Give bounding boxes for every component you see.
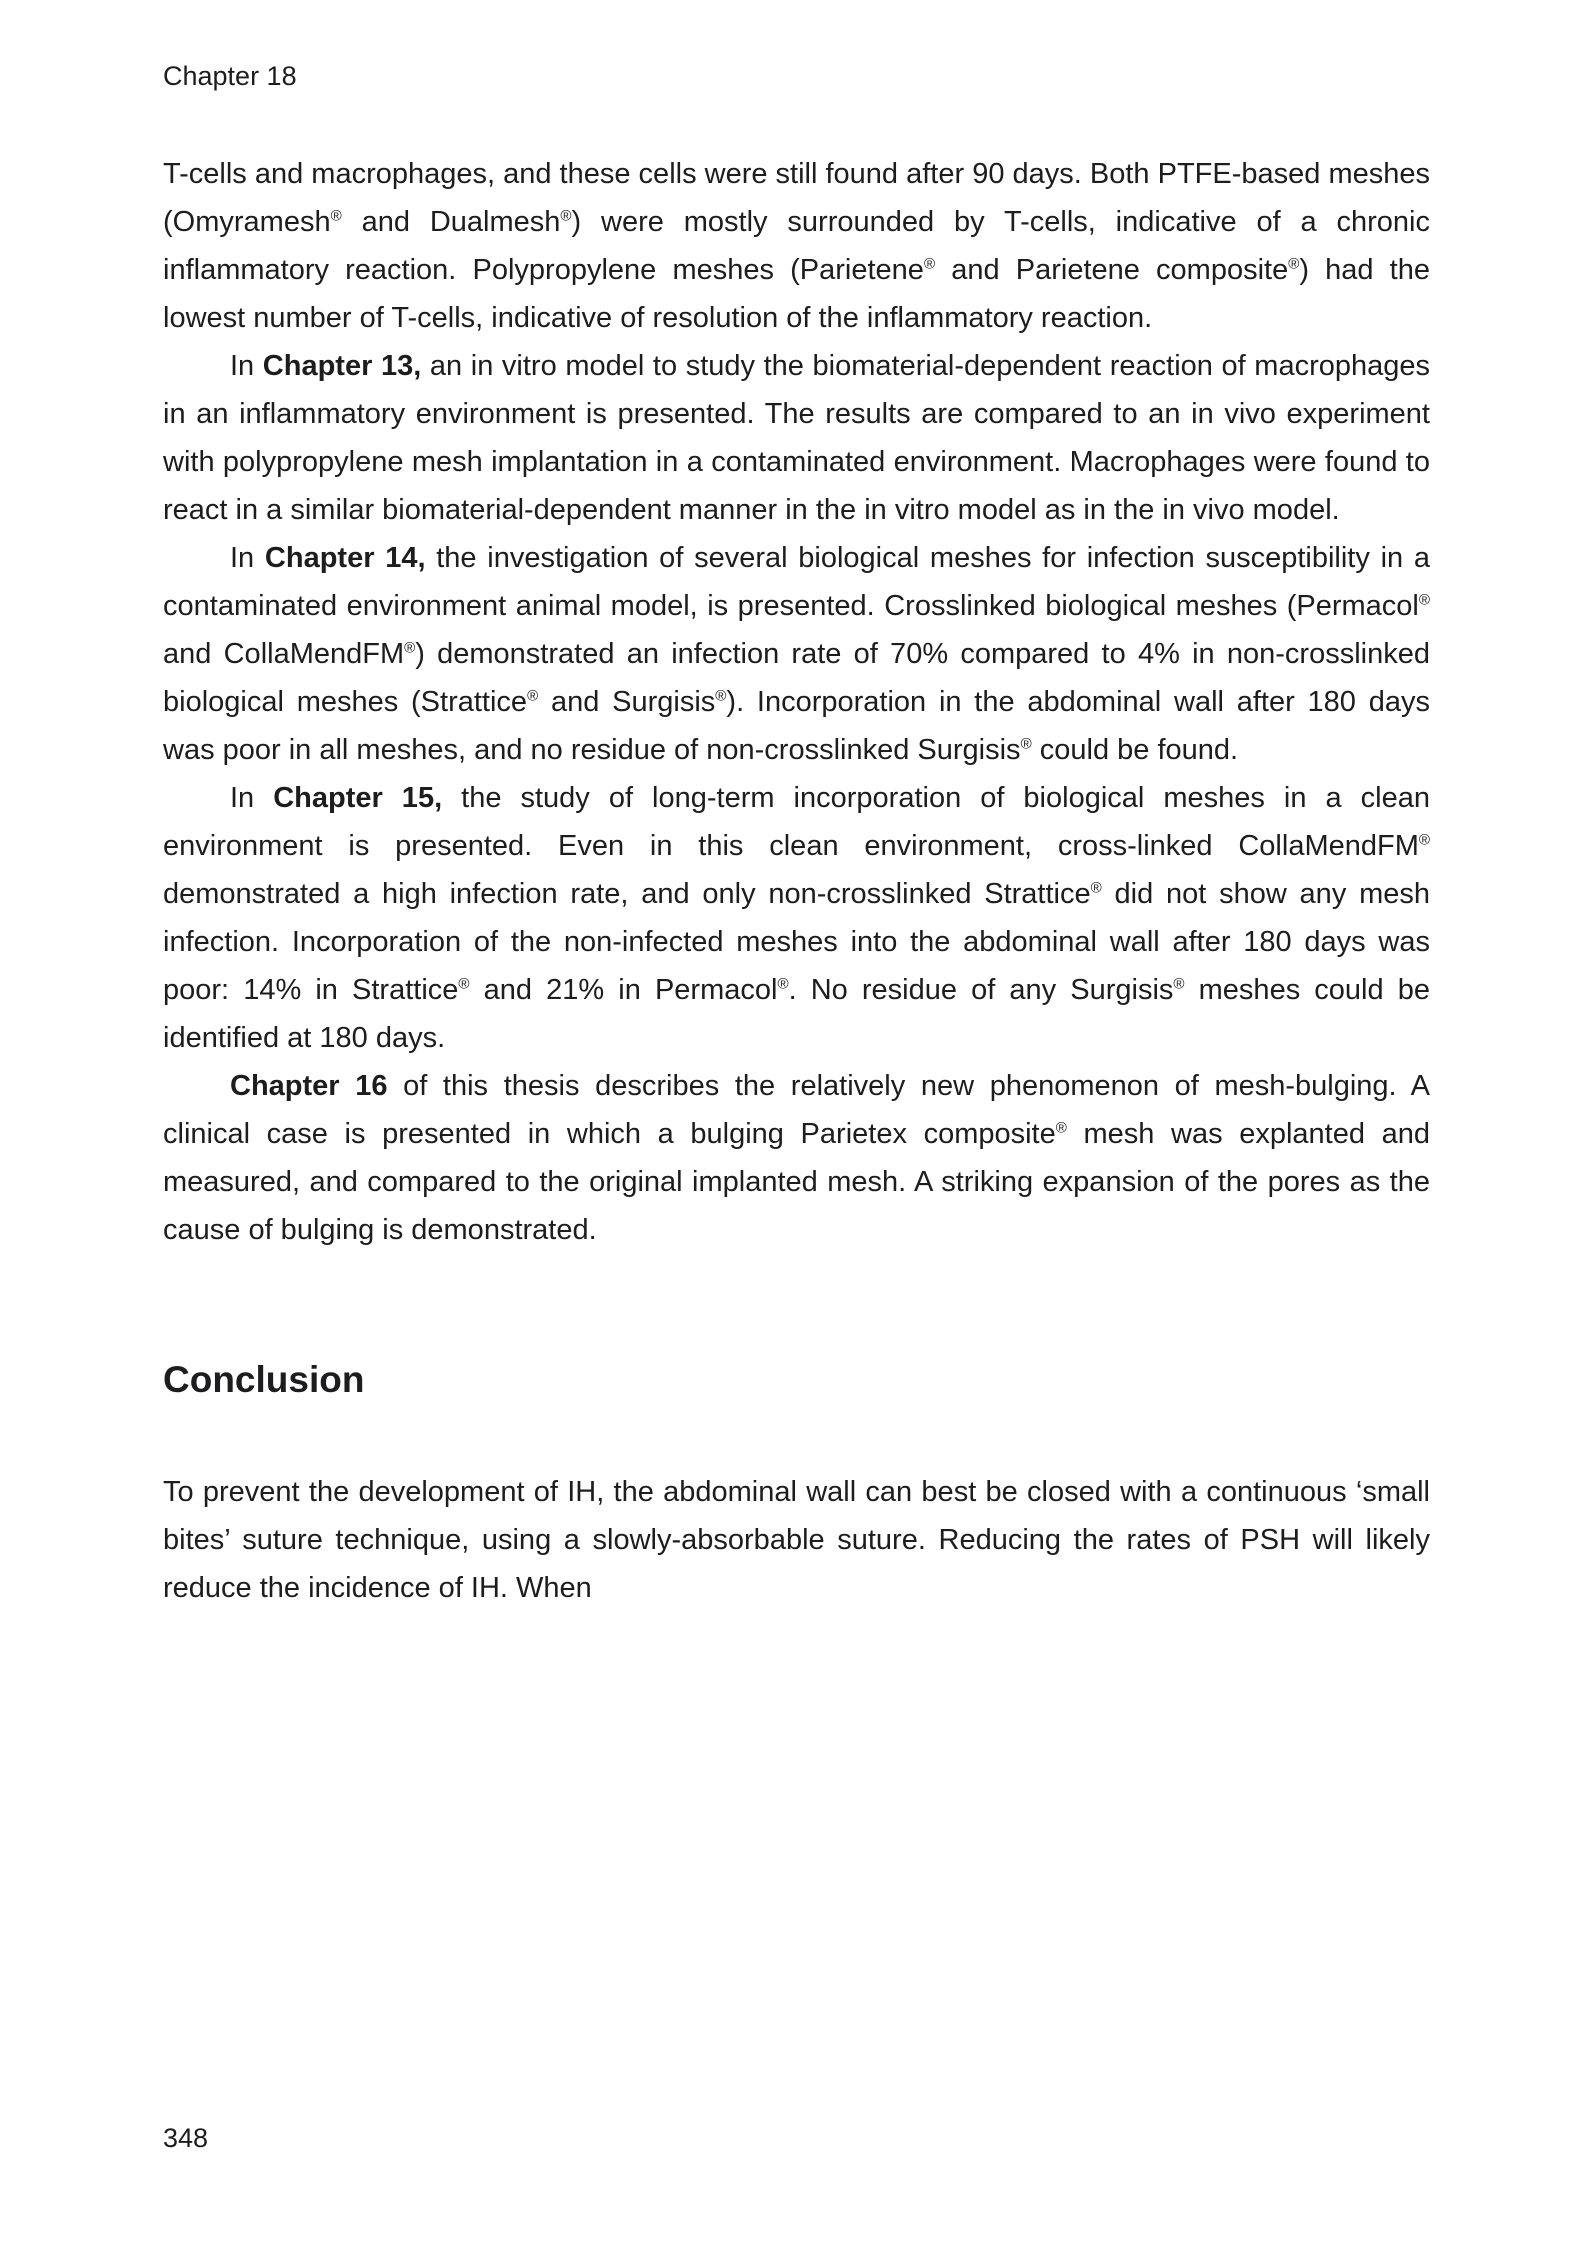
text-run: and Surgisis <box>538 686 716 718</box>
registered-mark: ® <box>458 975 470 993</box>
text-run: the study of long-term incorporation of biological meshes in a clean environment is presented. Even in this clean environment, cross-linked CollaMendFM <box>163 782 1430 862</box>
bold-run: Chapter 16 <box>230 1070 388 1102</box>
text-run: T-cells and macrophages, and these cells were still found after 90 days. Both PTFE-based meshes (Omyramesh <box>163 158 1430 238</box>
text-run: In <box>230 350 263 382</box>
registered-mark: ® <box>1418 591 1430 609</box>
text-run: and Parietene composite <box>935 254 1289 286</box>
text-run: and Dualmesh <box>341 206 561 238</box>
text-run: ). Incorporation in the abdominal wall after 180 days was poor in all meshes, and no residue of non-crosslinked Surgisis <box>163 686 1430 766</box>
text-run: ) had the lowest number of T-cells, indicative of resolution of the inflammatory reaction. <box>163 254 1430 334</box>
bold-run: Chapter 13, <box>262 350 422 382</box>
running-header: Chapter 18 <box>163 61 297 91</box>
registered-mark: ® <box>1288 255 1300 273</box>
text-run: an in vitro model to study the biomaterial-dependent reaction of macrophages in an inflammatory environment is presented. The results are compared to an in vivo experiment with polypropylene mesh implantation in a contaminated environment. Macrophages were found to react in a similar biomaterial-dependent manner in the in vitro model as in the in vivo model. <box>163 350 1430 526</box>
registered-mark: ® <box>1418 831 1430 849</box>
registered-mark: ® <box>527 687 539 705</box>
section-heading: Conclusion <box>163 1359 365 1400</box>
text-run: of this thesis describes the relatively new phenomenon of mesh-bulging. A clinical case is presented in which a bulging Parietex composite <box>163 1070 1430 1150</box>
text-run: could be found. <box>1031 734 1239 766</box>
registered-mark: ® <box>1173 975 1185 993</box>
text-run: In <box>230 542 265 574</box>
text-run: the investigation of several biological meshes for infection susceptibility in a contaminated environment animal model, is presented. Crosslinked biological meshes (Permacol <box>163 542 1430 622</box>
text-run: ) were mostly surrounded by T-cells, indicative of a chronic inflammatory reaction. Polypropylene meshes (Parietene <box>163 206 1430 286</box>
text-run: ) demonstrated an infection rate of 70% compared to 4% in non-crosslinked biological meshes (Strattice <box>163 638 1430 718</box>
text-run: In <box>230 782 274 814</box>
page-number: 348 <box>163 2123 209 2153</box>
registered-mark: ® <box>1090 879 1102 897</box>
text-run: and CollaMendFM <box>163 638 405 670</box>
paragraph <box>163 1468 1430 1612</box>
text-run: meshes could be identified at 180 days. <box>163 974 1430 1054</box>
registered-mark: ® <box>404 639 416 657</box>
registered-mark: ® <box>1020 735 1032 753</box>
registered-mark: ® <box>715 687 727 705</box>
text-run: . No residue of any Surgisis <box>788 974 1174 1006</box>
registered-mark: ® <box>923 255 936 273</box>
paragraph <box>163 534 1430 774</box>
document-body <box>163 150 1430 1612</box>
text-run: mesh was explanted and measured, and compared to the original implanted mesh. A striking expansion of the pores as the cause of bulging is demonstrated. <box>163 1118 1431 1246</box>
bold-run: Chapter 14, <box>264 542 426 574</box>
paragraph <box>163 1062 1430 1254</box>
registered-mark: ® <box>1055 1119 1067 1137</box>
paragraph <box>163 342 1430 534</box>
paragraph <box>163 774 1430 1062</box>
text-run: demonstrated a high infection rate, and only non-crosslinked Strattice <box>163 878 1091 910</box>
paragraph <box>163 150 1430 342</box>
registered-mark: ® <box>560 207 572 225</box>
registered-mark: ® <box>330 207 342 225</box>
bold-run: Chapter 15, <box>273 782 443 814</box>
text-run: To prevent the development of IH, the abdominal wall can best be closed with a continuous ‘small bites’ suture technique, using a slowly-absorbable suture. Reducing the rates of PSH will likely reduce the incidence of IH. When <box>163 1476 1430 1604</box>
text-run: and 21% in Permacol <box>469 974 778 1006</box>
registered-mark: ® <box>777 975 789 993</box>
text-run: did not show any mesh infection. Incorporation of the non-infected meshes into the abdominal wall after 180 days was poor: 14% in Strattice <box>163 878 1431 1006</box>
